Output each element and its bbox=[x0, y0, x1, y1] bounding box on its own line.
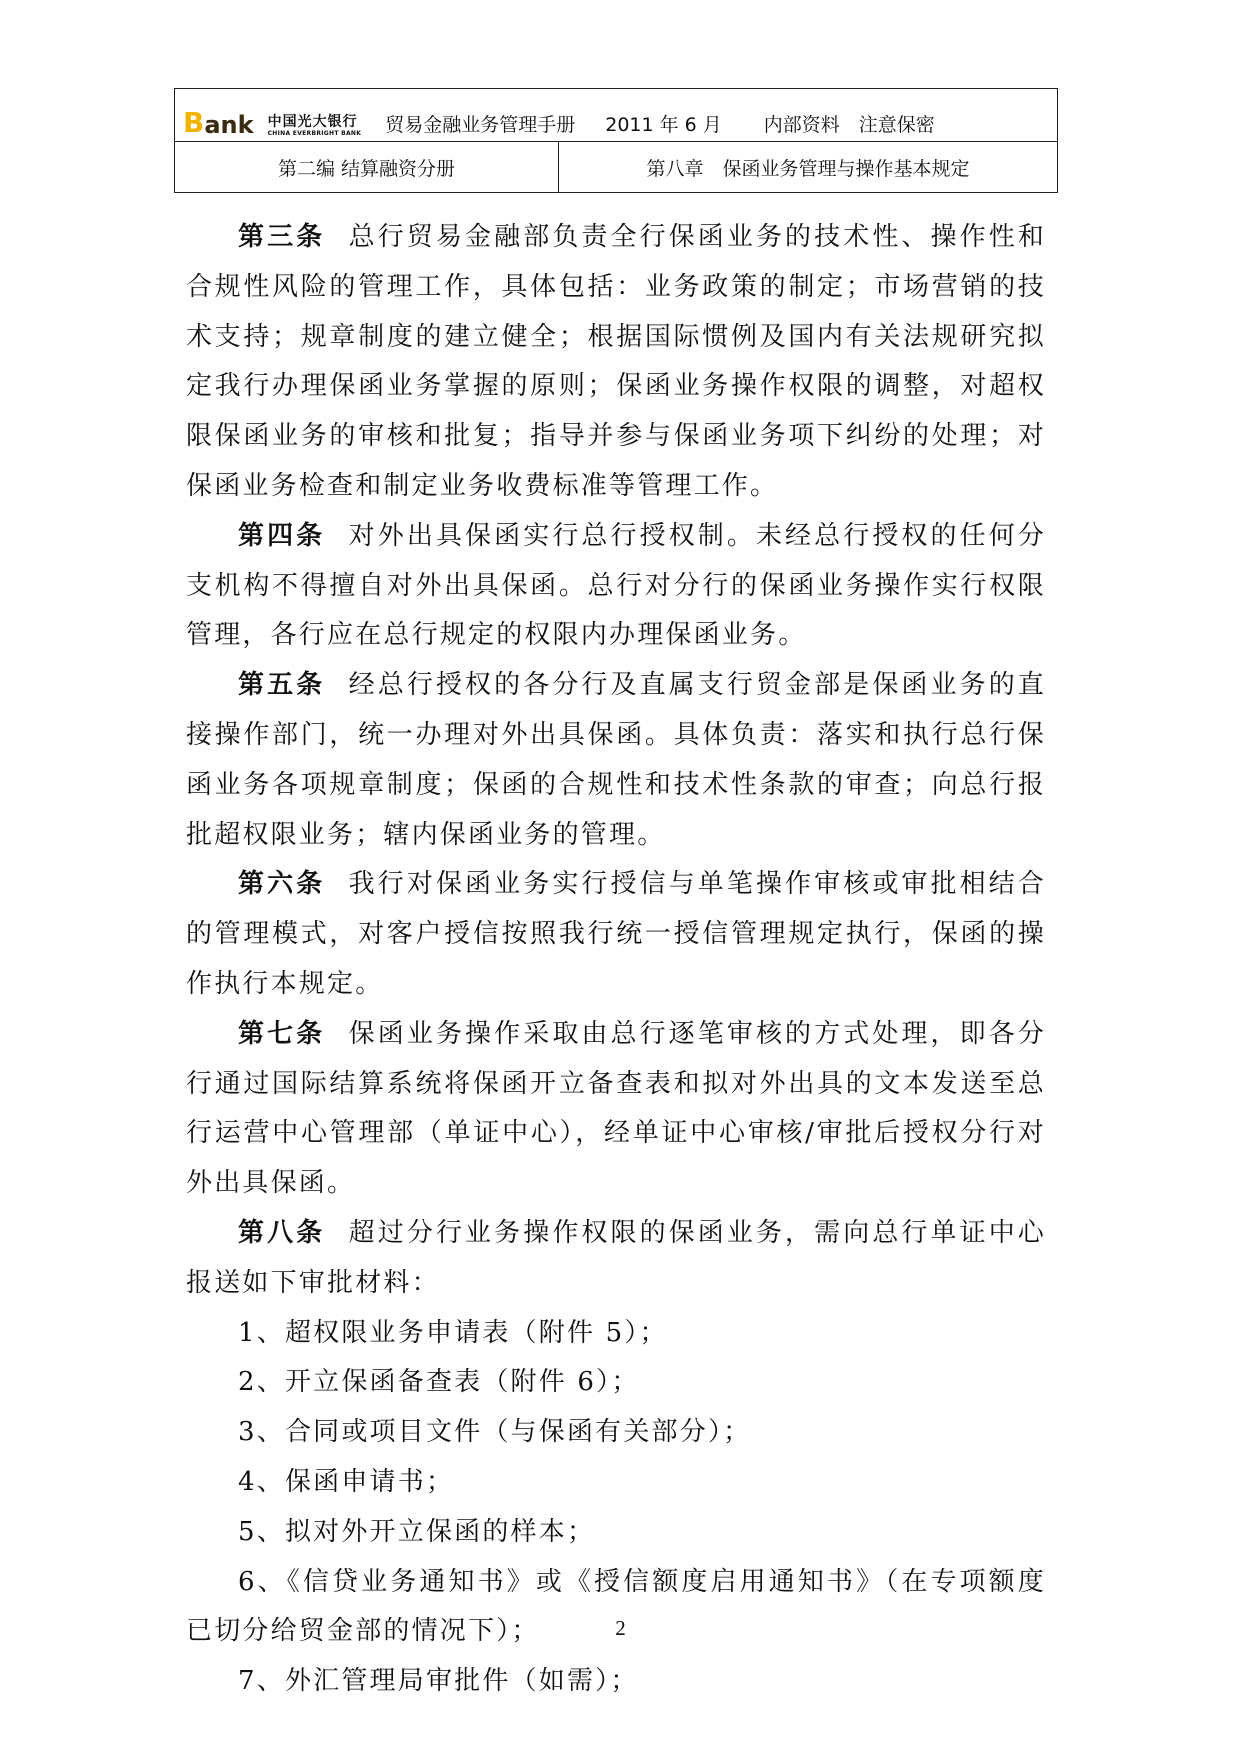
manual-date: 2011 年 6 月 bbox=[605, 114, 722, 136]
section-right: 第八章 保函业务管理与操作基本规定 bbox=[646, 157, 970, 180]
article-text: 经总行授权的各分行及直属支行贸金部是保函业务的直接操作部门，统一办理对外出具保函。具体负责：落实和执行总行保函业务各项规章制度；保函的合规性和技术性条款的审查；向总行报批超权限业务；辖内保函业务的管理。 bbox=[186, 670, 1046, 850]
article-7 bbox=[186, 1010, 1046, 1209]
list-item: 1、超权限业务申请表（附件 5）； bbox=[238, 1317, 668, 1348]
article-number: 第七条 bbox=[238, 1018, 326, 1049]
article-6 bbox=[186, 860, 1046, 1009]
manual-title: 贸易金融业务管理手册 bbox=[385, 114, 576, 136]
logo-letters: ank bbox=[204, 111, 254, 139]
article-number: 第四条 bbox=[238, 520, 326, 551]
header-top-cell bbox=[175, 89, 1058, 142]
bank-logo bbox=[183, 106, 254, 139]
section-right-cell bbox=[559, 142, 1058, 193]
list-item: 7、外汇管理局审批件（如需）； bbox=[238, 1666, 639, 1697]
article-5 bbox=[186, 661, 1046, 860]
bank-name bbox=[268, 115, 362, 137]
list-item: 2、开立保函备查表（附件 6）； bbox=[238, 1367, 640, 1398]
article-text: 超过分行业务操作权限的保函业务，需向总行单证中心报送如下审批材料： bbox=[186, 1217, 1046, 1298]
list-item: 4、保函申请书； bbox=[238, 1466, 455, 1497]
article-3 bbox=[186, 213, 1046, 512]
page-header bbox=[174, 88, 1058, 193]
list-item: 3、合同或项目文件（与保函有关部分）； bbox=[238, 1417, 752, 1448]
logo-letter-b: B bbox=[183, 106, 205, 139]
section-left-cell bbox=[175, 142, 559, 193]
bank-name-en: CHINA EVERBRIGHT BANK bbox=[267, 130, 362, 137]
article-number: 第六条 bbox=[238, 869, 326, 900]
confidential-notice: 内部资料 注意保密 bbox=[763, 114, 935, 136]
list-item: 5、拟对外开立保函的样本； bbox=[238, 1516, 596, 1547]
list-item: 6、《信贷业务通知书》或《授信额度启用通知书》（在专项额度已切分给贸金部的情况下）； bbox=[186, 1566, 1046, 1647]
article-text: 我行对保函业务实行授信与单笔操作审核或审批相结合的管理模式，对客户授信按照我行统一授信管理规定执行，保函的操作执行本规定。 bbox=[186, 869, 1046, 999]
article-8 bbox=[186, 1209, 1046, 1309]
section-left: 第二编 结算融资分册 bbox=[277, 157, 456, 180]
article-text: 保函业务操作采取由总行逐笔审核的方式处理，即各分行通过国际结算系统将保函开立备查表和拟对外出具的文本发送至总行运营中心管理部（单证中心），经单证中心审核/审批后授权分行对外出具保函。 bbox=[186, 1018, 1046, 1199]
document-body bbox=[186, 213, 1046, 1707]
article-text: 对外出具保函实行总行授权制。未经总行授权的任何分支机构不得擅自对外出具保函。总行对分行的保函业务操作实行权限管理，各行应在总行规定的权限内办理保函业务。 bbox=[186, 520, 1046, 651]
article-text: 总行贸易金融部负责全行保函业务的技术性、操作性和合规性风险的管理工作，具体包括：业务政策的制定；市场营销的技术支持；规章制度的建立健全；根据国际惯例及国内有关法规研究拟定我行办理保函业务掌握的原则；保函业务操作权限的调整，对超权限保函业务的审核和批复；指导并参与保函业务项下纠纷的处理；对保函业务检查和制定业务收费标准等管理工作。 bbox=[186, 222, 1046, 501]
page-number: 2 bbox=[615, 1616, 626, 1640]
article-number: 第三条 bbox=[238, 222, 326, 252]
bank-name-cn: 中国光大银行 bbox=[267, 114, 358, 130]
article-4 bbox=[186, 512, 1046, 661]
article-number: 第八条 bbox=[238, 1217, 326, 1248]
article-number: 第五条 bbox=[238, 670, 326, 701]
